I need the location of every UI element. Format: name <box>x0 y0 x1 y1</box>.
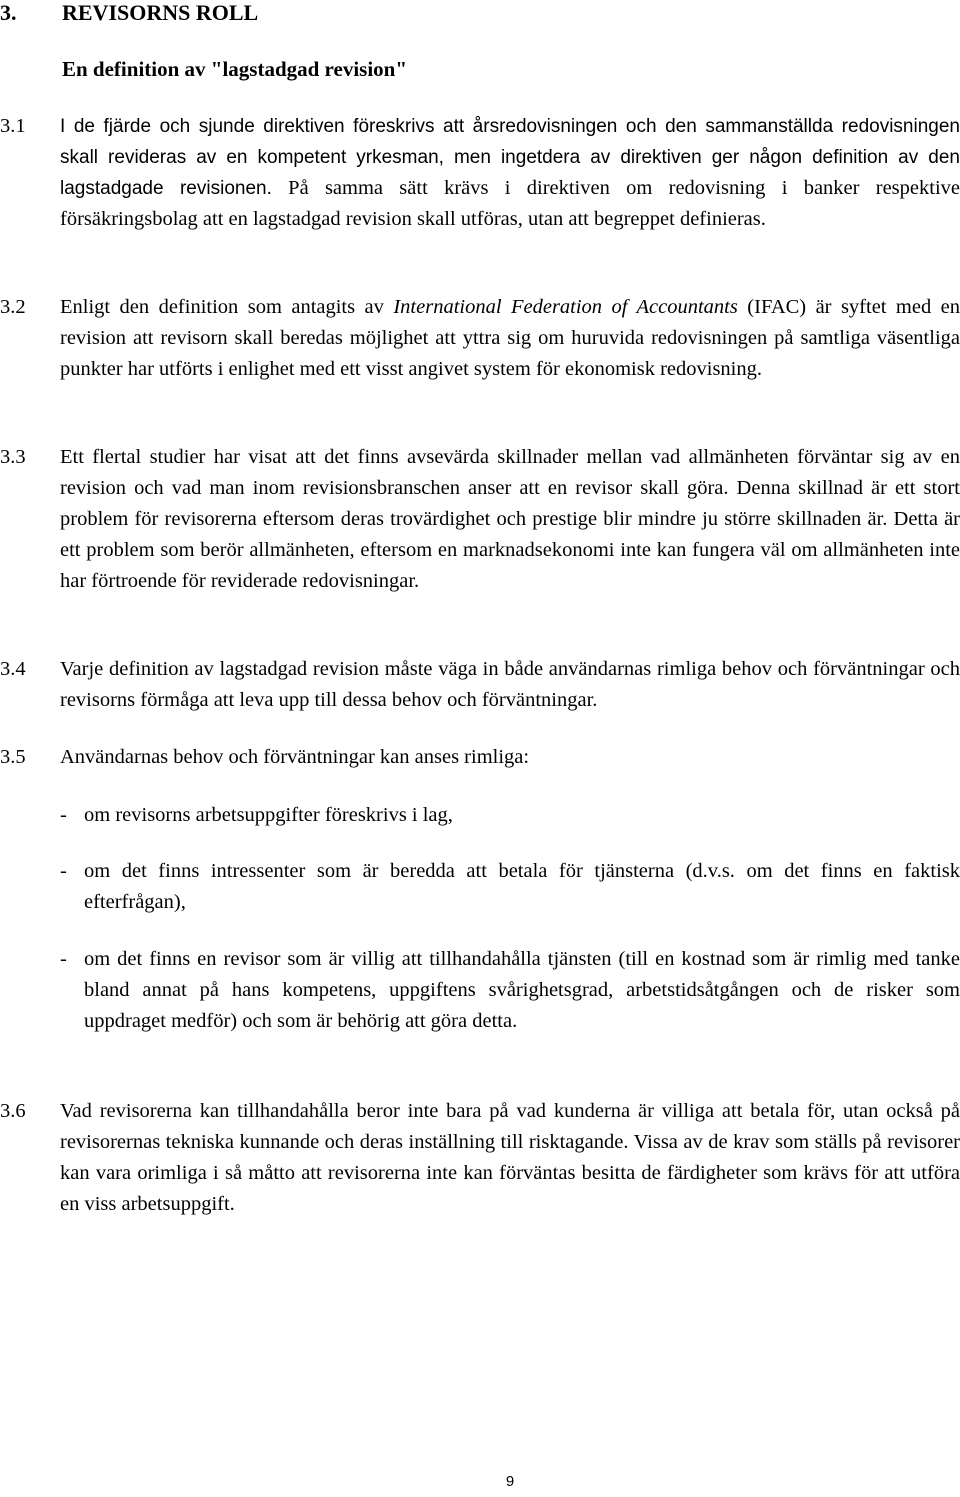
paragraph-text-sans: I de fjärde och sjunde direktiven föreskrivs att årsredovisningen och den sammanställda redovisningen skall revideras av en kompetent yrkesman, men ingetdera av direktiven ger någon definition av den lagstadgade revisionen. <box>60 116 960 199</box>
paragraph-3-2 <box>0 292 960 385</box>
organization-name: International Federation of Accountants <box>393 296 738 318</box>
paragraph-text-after: (IFAC) är syftet med en revision att revisorn skall beredas möjlighet att yttra sig om huruvida redovisningen på samtliga väsentliga punkter har utförts i enlighet med ett visst angivet system för ekonomisk redovisning. <box>60 296 960 380</box>
paragraph-number: 3.3 <box>0 446 26 468</box>
paragraph-number: 3.2 <box>0 296 26 318</box>
paragraph-text: Vad revisorerna kan tillhandahålla beror inte bara på vad kunderna är villiga att betala för, utan också på revisorernas tekniska kunnande och deras inställning till risktagande. Vissa av de krav som ställs på revisorer kan vara orimliga i så måtto att revisorerna inte kan förväntas besitta de färdigheter som krävs för att utföra en viss arbetsuppgift. <box>60 1100 960 1215</box>
section-heading-number: 3. <box>0 0 17 25</box>
subheading: En definition av "lagstadgad revision" <box>62 57 407 81</box>
paragraph-text <box>60 292 960 385</box>
list-item <box>0 800 960 831</box>
paragraph-text-before: Enligt den definition som antagits av <box>60 296 394 318</box>
paragraph-text: Varje definition av lagstadgad revision måste väga in både användarnas rimliga behov och förväntningar och revisorns förmåga att leva upp till dessa behov och förväntningar. <box>60 658 960 711</box>
paragraph-text <box>60 111 960 235</box>
paragraph-text: Användarnas behov och förväntningar kan anses rimliga: <box>60 746 530 768</box>
paragraph-number: 3.6 <box>0 1100 26 1122</box>
paragraph-text-serif: På samma sätt krävs i direktiven om redovisning i banker respektive försäkringsbolag att en lagstadgad revision skall utföras, utan att begreppet definieras. <box>60 177 960 230</box>
section-heading <box>0 0 258 26</box>
list-dash: - <box>60 804 67 826</box>
section-heading-title: REVISORNS ROLL <box>62 0 259 25</box>
list-item-text: om revisorns arbetsuppgifter föreskrivs i lag, <box>84 804 453 826</box>
list-item <box>0 944 960 1037</box>
list-dash: - <box>60 948 67 970</box>
list-item-text: om det finns intressenter som är beredda att betala för tjänsterna (d.v.s. om det finns en faktisk efterfrågan), <box>84 860 960 913</box>
page-number: 9 <box>505 1473 515 1490</box>
paragraph-3-5 <box>0 742 960 773</box>
paragraph-3-1 <box>0 111 960 235</box>
paragraph-number: 3.1 <box>0 115 26 137</box>
paragraph-number: 3.5 <box>0 746 26 768</box>
paragraph-number: 3.4 <box>0 658 26 680</box>
list-item-text: om det finns en revisor som är villig att tillhandahålla tjänsten (till en kostnad som är rimlig med tanke bland annat på hans kompetens, uppgiftens svårighetsgrad, arbetstidsåtgången och de risker som uppdraget medför) och som är behörig att göra detta. <box>84 948 960 1032</box>
list-item <box>0 856 960 918</box>
paragraph-3-6 <box>0 1096 960 1220</box>
paragraph-3-3 <box>0 442 960 597</box>
paragraph-text: Ett flertal studier har visat att det finns avsevärda skillnader mellan vad allmänheten förväntar sig av en revision och vad man inom revisionsbranschen anser att en revisor skall göra. Denna skillnad är ett stort problem för revisorerna eftersom deras trovärdighet och prestige blir mindre ju större skillnaden är. Detta är ett problem som berör allmänheten, eftersom en marknadsekonomi inte kan fungera väl om allmänheten inte har förtroende för reviderade redovisningar. <box>60 446 960 592</box>
list-dash: - <box>60 860 67 882</box>
paragraph-3-4 <box>0 654 960 716</box>
